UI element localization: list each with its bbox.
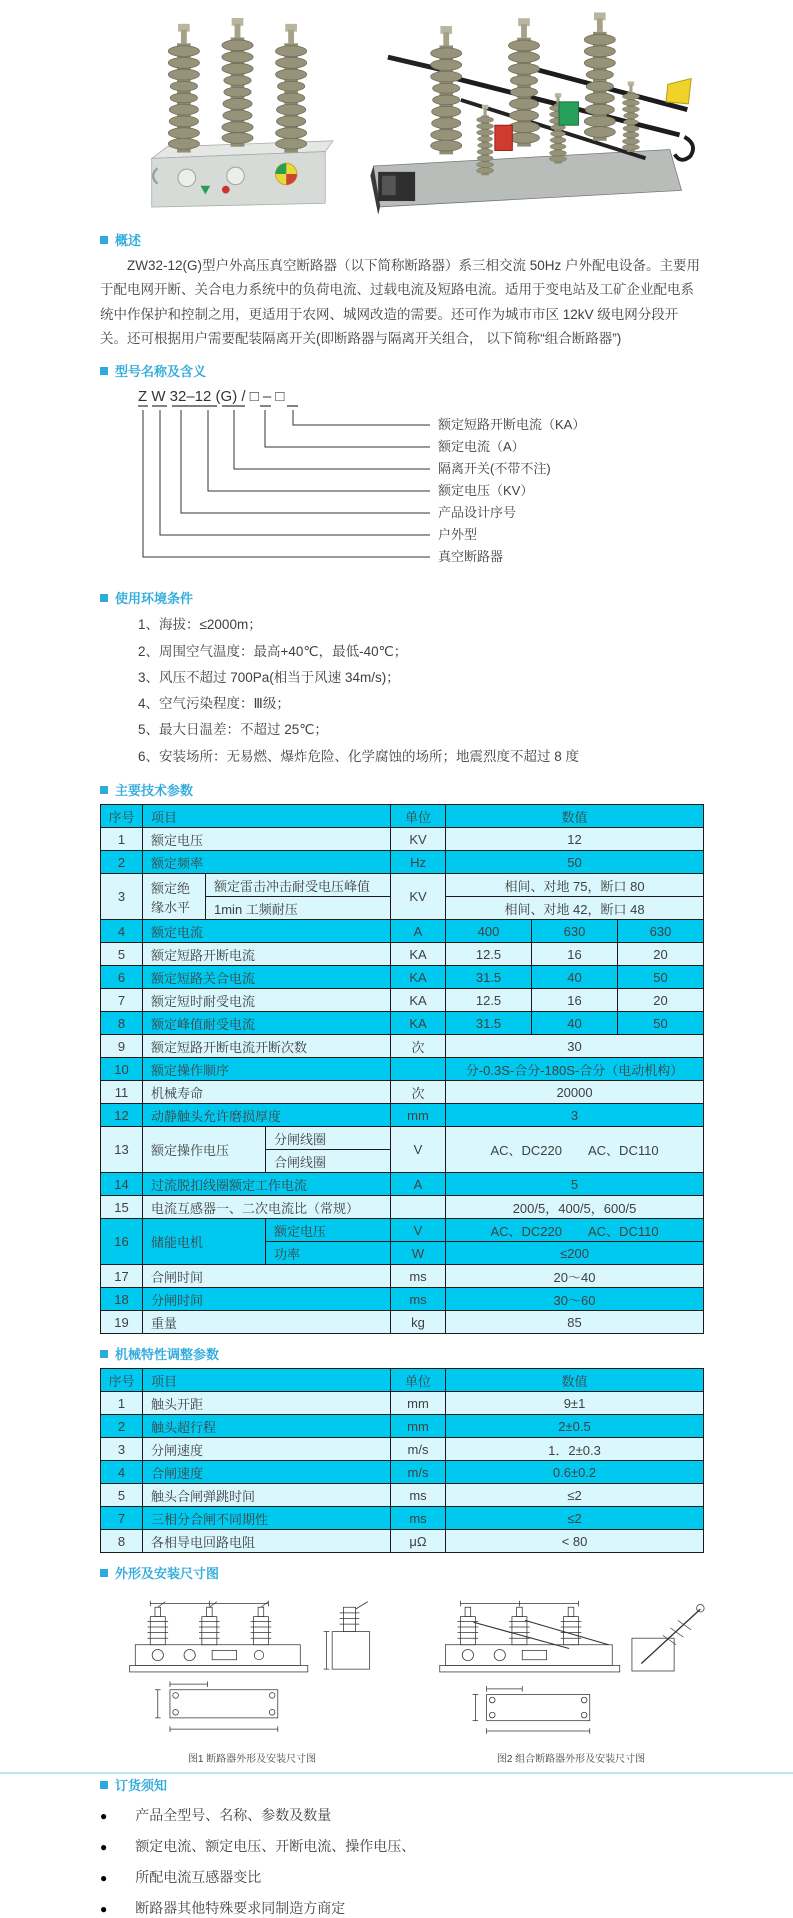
cell-value: 1．2±0.3 — [446, 1438, 704, 1461]
cell-no: 2 — [101, 1415, 143, 1438]
cell-value: 20000 — [446, 1081, 704, 1104]
cell-value: 50 — [446, 851, 704, 874]
table-row — [101, 1288, 704, 1311]
cell-no: 8 — [101, 1530, 143, 1553]
table-row — [101, 874, 704, 897]
cell-unit: ms — [391, 1507, 446, 1530]
list-item: 5、最大日温差：不超过 25℃； — [138, 722, 328, 738]
cell-item: 额定短路关合电流 — [143, 966, 391, 989]
table-row — [101, 1438, 704, 1461]
section-dimensions-title — [100, 1563, 703, 1582]
table-row — [101, 1415, 704, 1438]
cell-value: ≤2 — [446, 1507, 704, 1530]
table-row — [101, 966, 704, 989]
section-bullet-icon — [100, 236, 108, 244]
cell-no: 2 — [101, 851, 143, 874]
cell-item: 分闸时间 — [143, 1288, 391, 1311]
cell-value: 30 — [446, 1035, 704, 1058]
figure-caption: 图2 组合断路器外形及安装尺寸图 — [496, 1754, 646, 1766]
table-header-row — [101, 805, 704, 828]
section-title-text: 使用环境条件 — [115, 591, 194, 607]
table-row — [101, 1219, 704, 1242]
cell-item: 电流互感器一、二次电流比（常规） — [143, 1196, 391, 1219]
cell-unit: KA — [391, 966, 446, 989]
cell-value: 分-0.3S-合分-180S-合分（电动机构） — [446, 1058, 704, 1081]
cell-no: 13 — [101, 1127, 143, 1173]
cell-unit: KA — [391, 943, 446, 966]
cell-item: 额定短时耐受电流 — [143, 989, 391, 1012]
cell-no: 4 — [101, 1461, 143, 1484]
list-item — [100, 1805, 703, 1825]
cell-unit: KV — [391, 874, 446, 920]
main-params-table — [100, 804, 704, 1334]
cell-no: 10 — [101, 1058, 143, 1081]
table-header-row — [101, 1369, 704, 1392]
model-label: 额定电压（KV） — [438, 483, 534, 499]
col-header-no: 序号 — [101, 1369, 143, 1392]
section-model-title — [100, 361, 703, 380]
cell-item: 触头超行程 — [143, 1415, 391, 1438]
list-item — [100, 1898, 703, 1918]
cell-unit: mm — [391, 1392, 446, 1415]
cell-value: 16 — [532, 943, 618, 966]
table-row — [101, 1507, 704, 1530]
cell-item: 动静触头允许磨损厚度 — [143, 1104, 391, 1127]
section-ordering-title — [100, 1775, 703, 1794]
dimension-figures — [114, 1596, 703, 1765]
col-header-item: 项目 — [143, 805, 391, 828]
cell-unit: Hz — [391, 851, 446, 874]
list-item: 4、空气污染程度：Ⅲ级； — [138, 696, 290, 712]
cell-value: 40 — [532, 1012, 618, 1035]
table-row — [101, 1265, 704, 1288]
cell-value: 0.6±0.2 — [446, 1461, 704, 1484]
figure-1 — [114, 1596, 390, 1765]
vacuum-circuit-breaker-photo — [140, 10, 335, 220]
cell-item: 过流脱扣线圈额定工作电流 — [143, 1173, 391, 1196]
table-row — [101, 1530, 704, 1553]
cell-subitem: 1min 工频耐压 — [206, 897, 391, 920]
col-header-unit: 单位 — [391, 1369, 446, 1392]
figure-2 — [426, 1596, 716, 1765]
bullet-icon: ● — [100, 1809, 108, 1824]
ordering-notes-list — [100, 1805, 703, 1918]
model-label: 额定短路开断电流（KA） — [438, 417, 586, 433]
cell-unit — [391, 1196, 446, 1219]
cell-no: 6 — [101, 966, 143, 989]
cell-unit: m/s — [391, 1461, 446, 1484]
cell-value: 16 — [532, 989, 618, 1012]
cell-value: 9±1 — [446, 1392, 704, 1415]
cell-subitem: 合闸线圈 — [266, 1150, 391, 1173]
cell-no: 15 — [101, 1196, 143, 1219]
list-item: 3、风压不超过 700Pa(相当于风速 34m/s)； — [138, 669, 400, 685]
model-label: 产品设计序号 — [438, 505, 517, 521]
cell-unit: μΩ — [391, 1530, 446, 1553]
combined-circuit-breaker-photo — [349, 10, 699, 220]
col-header-item: 项目 — [143, 1369, 391, 1392]
cell-item: 额定短路开断电流开断次数 — [143, 1035, 391, 1058]
section-overview-title — [100, 230, 703, 249]
cell-unit: kg — [391, 1311, 446, 1334]
table-row — [101, 1461, 704, 1484]
ordering-item-text: 所配电流互感器变比 — [135, 1869, 262, 1886]
cell-no: 3 — [101, 1438, 143, 1461]
cell-value: 相间、对地 42，断口 48 — [446, 897, 704, 920]
ordering-item-text: 产品全型号、名称、参数及数量 — [135, 1807, 332, 1824]
cell-item: 额定短路开断电流 — [143, 943, 391, 966]
table-row — [101, 828, 704, 851]
cell-item: 机械寿命 — [143, 1081, 391, 1104]
table-row — [101, 1012, 704, 1035]
cell-value: ≤2 — [446, 1484, 704, 1507]
cell-no: 1 — [101, 828, 143, 851]
model-label: 户外型 — [438, 527, 478, 543]
cell-no: 8 — [101, 1012, 143, 1035]
cell-no: 19 — [101, 1311, 143, 1334]
figure-caption: 图1 断路器外形及安装尺寸图 — [187, 1754, 317, 1766]
cell-no: 16 — [101, 1219, 143, 1265]
section-environment-title — [100, 588, 703, 607]
cell-item: 额定频率 — [143, 851, 391, 874]
table-row — [101, 1081, 704, 1104]
table-row — [101, 989, 704, 1012]
section-title-text: 主要技术参数 — [115, 783, 194, 799]
cell-no: 11 — [101, 1081, 143, 1104]
model-label: 隔离开关(不带不注) — [438, 461, 551, 477]
model-label: 真空断路器 — [438, 549, 504, 565]
cell-unit: W — [391, 1242, 446, 1265]
cell-item: 合闸速度 — [143, 1461, 391, 1484]
cell-item: 额定操作顺序 — [143, 1058, 391, 1081]
cell-value: 20～40 — [446, 1265, 704, 1288]
overview-paragraph: ZW32-12(G)型户外高压真空断路器（以下简称断路器）系三相交流 50Hz 户外配电设备。主要用于配电网开断、关合电力系统中的负荷电流、过载电流及短路电流。适用于变电站及工矿企业配电系统中作保护和控制之用，更适用于农网、城网改造的需要。还可作为城市市区 12kV 级电网分段开关。还可根据用户需要配装隔离开关(即断路器与隔离开关组合， 以下简称“组合断路器”) — [100, 258, 701, 346]
cell-no: 18 — [101, 1288, 143, 1311]
cell-item: 额定绝缘水平 — [143, 874, 206, 920]
section-bullet-icon — [100, 594, 108, 602]
cell-unit: ms — [391, 1288, 446, 1311]
cell-item: 触头开距 — [143, 1392, 391, 1415]
cell-no: 4 — [101, 920, 143, 943]
section-title-text: 订货须知 — [115, 1778, 168, 1794]
cell-no: 17 — [101, 1265, 143, 1288]
cell-value: 200/5，400/5，600/5 — [446, 1196, 704, 1219]
cell-unit — [391, 1058, 446, 1081]
cell-value: 40 — [532, 966, 618, 989]
section-bullet-icon — [100, 367, 108, 375]
cell-value: 630 — [532, 920, 618, 943]
cell-unit: A — [391, 920, 446, 943]
table-row — [101, 1058, 704, 1081]
cell-unit: A — [391, 1173, 446, 1196]
cell-item: 额定电压 — [143, 828, 391, 851]
section-bullet-icon — [100, 786, 108, 794]
cell-item: 三相分合闸不同期性 — [143, 1507, 391, 1530]
cell-value: 20 — [618, 989, 704, 1012]
cell-no: 5 — [101, 1484, 143, 1507]
cell-value: 31.5 — [446, 966, 532, 989]
cell-unit: V — [391, 1127, 446, 1173]
cell-unit: KA — [391, 1012, 446, 1035]
cell-value: 3 — [446, 1104, 704, 1127]
section-title-text: 概述 — [115, 233, 142, 248]
col-header-no: 序号 — [101, 805, 143, 828]
list-item: 1、海拔：≤2000m； — [138, 617, 262, 633]
section-mech-params-title — [100, 1344, 703, 1363]
cell-no: 7 — [101, 989, 143, 1012]
bullet-icon: ● — [100, 1840, 108, 1855]
cell-subitem: 额定电压 — [266, 1219, 391, 1242]
cell-value: 2±0.5 — [446, 1415, 704, 1438]
cell-value: AC、DC220 AC、DC110 — [446, 1127, 704, 1173]
cell-unit: KV — [391, 828, 446, 851]
table-row — [101, 1484, 704, 1507]
ordering-item-text: 断路器其他特殊要求同制造方商定 — [135, 1900, 346, 1917]
section-bullet-icon — [100, 1350, 108, 1358]
cell-value: 50 — [618, 966, 704, 989]
table-row — [101, 1104, 704, 1127]
product-photos — [140, 10, 793, 220]
col-header-value: 数值 — [446, 805, 704, 828]
table-row — [101, 920, 704, 943]
list-item — [100, 1867, 703, 1887]
cell-value: 85 — [446, 1311, 704, 1334]
cell-subitem: 功率 — [266, 1242, 391, 1265]
cell-no: 5 — [101, 943, 143, 966]
cell-value: 30～60 — [446, 1288, 704, 1311]
cell-value: 31.5 — [446, 1012, 532, 1035]
cell-item: 触头合闸弹跳时间 — [143, 1484, 391, 1507]
table-row — [101, 1196, 704, 1219]
model-designation-diagram — [100, 385, 700, 573]
section-title-text: 外形及安装尺寸图 — [115, 1566, 220, 1582]
cell-item: 分闸速度 — [143, 1438, 391, 1461]
cell-value: 400 — [446, 920, 532, 943]
ordering-item-text: 额定电流、额定电压、开断电流、操作电压、 — [135, 1838, 416, 1855]
cell-item: 额定峰值耐受电流 — [143, 1012, 391, 1035]
cell-value: ≤200 — [446, 1242, 704, 1265]
table-row — [101, 851, 704, 874]
cell-unit: mm — [391, 1104, 446, 1127]
col-header-value: 数值 — [446, 1369, 704, 1392]
cell-unit: 次 — [391, 1035, 446, 1058]
breaker-dimension-drawing — [114, 1596, 390, 1746]
cell-item: 额定电流 — [143, 920, 391, 943]
bullet-icon: ● — [100, 1902, 108, 1917]
cell-item: 储能电机 — [143, 1219, 266, 1265]
table-row — [101, 1173, 704, 1196]
cell-value: 12 — [446, 828, 704, 851]
section-bullet-icon — [100, 1781, 108, 1789]
cell-unit: ms — [391, 1484, 446, 1507]
cell-value: 12.5 — [446, 943, 532, 966]
table-row — [101, 1392, 704, 1415]
col-header-unit: 单位 — [391, 805, 446, 828]
section-bullet-icon — [100, 1569, 108, 1577]
cell-unit: 次 — [391, 1081, 446, 1104]
cell-item: 重量 — [143, 1311, 391, 1334]
cell-unit: KA — [391, 989, 446, 1012]
section-title-text: 型号名称及含义 — [115, 364, 207, 380]
list-item: 6、安装场所：无易燃、爆炸危险、化学腐蚀的场所；地震烈度不超过 8 度 — [138, 748, 580, 764]
table-row — [101, 943, 704, 966]
cell-no: 1 — [101, 1392, 143, 1415]
model-code: Z W 32–12 (G) / □ – □ — [138, 388, 285, 406]
cell-no: 14 — [101, 1173, 143, 1196]
cell-value: 相间、对地 75，断口 80 — [446, 874, 704, 897]
cell-unit: V — [391, 1219, 446, 1242]
list-item: 2、周围空气温度：最高+40℃，最低-40℃； — [138, 643, 408, 659]
cell-value: 12.5 — [446, 989, 532, 1012]
bullet-icon: ● — [100, 1871, 108, 1886]
table-row — [101, 1311, 704, 1334]
list-item — [100, 1836, 703, 1856]
cell-no: 9 — [101, 1035, 143, 1058]
mech-params-table — [100, 1368, 704, 1553]
cell-value: 630 — [618, 920, 704, 943]
cell-unit: mm — [391, 1415, 446, 1438]
cell-value: 20 — [618, 943, 704, 966]
table-row — [101, 1035, 704, 1058]
cell-unit: m/s — [391, 1438, 446, 1461]
cell-value: 50 — [618, 1012, 704, 1035]
cell-value: 5 — [446, 1173, 704, 1196]
environment-conditions-list — [100, 612, 703, 770]
combined-breaker-dimension-drawing — [426, 1596, 716, 1746]
table-row — [101, 1127, 704, 1150]
cell-item: 合闸时间 — [143, 1265, 391, 1288]
cell-no: 12 — [101, 1104, 143, 1127]
cell-value: AC、DC220 AC、DC110 — [446, 1219, 704, 1242]
cell-subitem: 分闸线圈 — [266, 1127, 391, 1150]
section-title-text: 机械特性调整参数 — [115, 1347, 220, 1363]
cell-no: 3 — [101, 874, 143, 920]
cell-value: < 80 — [446, 1530, 704, 1553]
model-label: 额定电流（A） — [438, 439, 525, 455]
section-main-params-title — [100, 780, 703, 799]
cell-no: 7 — [101, 1507, 143, 1530]
cell-item: 各相导电回路电阻 — [143, 1530, 391, 1553]
cell-subitem: 额定雷击冲击耐受电压峰值 — [206, 874, 391, 897]
cell-item: 额定操作电压 — [143, 1127, 266, 1173]
cell-unit: ms — [391, 1265, 446, 1288]
